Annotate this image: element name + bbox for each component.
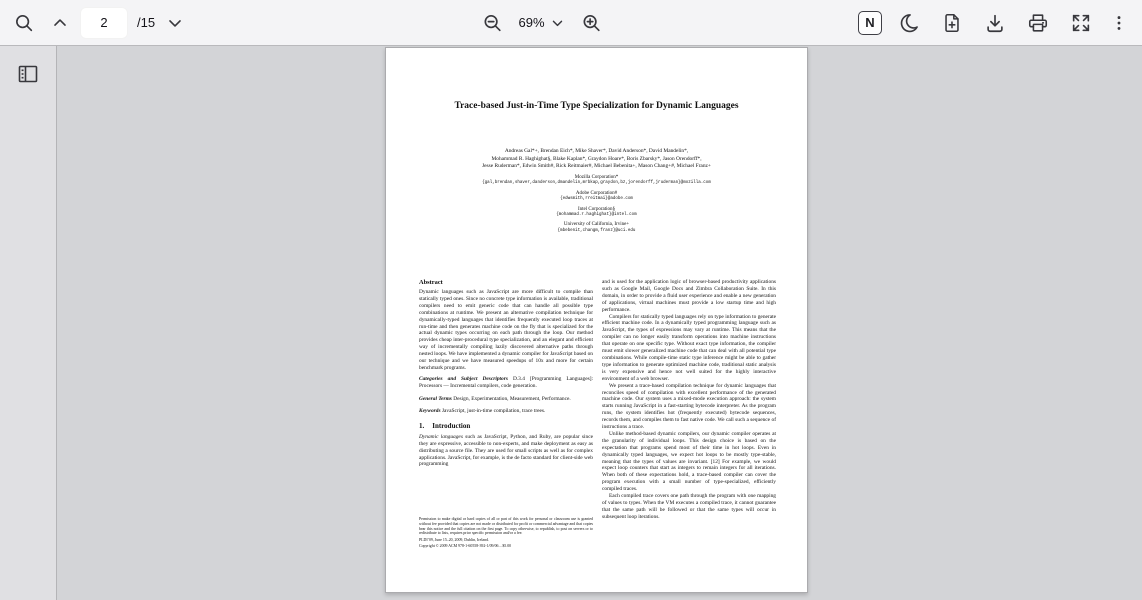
zoom-out-button[interactable] [476, 7, 508, 39]
toolbar [0, 0, 1142, 46]
keywords-label: Keywords [419, 407, 441, 414]
keywords-text: JavaScript, just-in-time compilation, trace trees. [440, 407, 546, 414]
expand-icon [1070, 12, 1092, 34]
affiliation-name: Intel Corporation§ [577, 206, 616, 212]
toolbar-zoom-group [476, 0, 607, 45]
affiliation [404, 207, 789, 219]
section-heading-introduction [419, 422, 593, 430]
search-button[interactable] [8, 7, 40, 39]
night-mode-button[interactable] [893, 7, 925, 39]
categories-label: Categories and Subject Descriptors [419, 376, 508, 383]
page-number-input[interactable] [80, 7, 128, 39]
section-number: 1. [419, 421, 425, 430]
categories-paragraph [419, 376, 593, 390]
toolbar-right-group [858, 7, 1142, 39]
page-count-label: /15 [137, 15, 156, 30]
chevron-down-icon [165, 13, 185, 33]
abstract-text: Dynamic languages such as JavaScript are more difficult to compile than statically typed ones. Since no concrete type information is available, traditional compilers need to emit generic code that can handle all possible type combinations at runtime. We present an alternative compilation technique for dynamically-typed languages that identifies frequently executed loop traces at run-time and then generates machine code on the fly that is specialized for the actual dynamic types occurring on each path through the loop. Our method provides cheap inter-procedural type specialization, and an elegant and efficient way of incrementally compiling lazily discovered alternative paths through nested loops. We have implemented a dynamic compiler for JavaScript based on our technique and we have measured speedups of 10x and more for certain benchmark programs. [419, 289, 593, 371]
chevron-up-icon [50, 13, 70, 33]
paper-authors [404, 148, 789, 171]
introduction-lead: Dynamic languages [419, 433, 463, 440]
print-button[interactable] [1022, 7, 1054, 39]
n-badge-button[interactable]: N [858, 11, 882, 35]
zoom-in-icon [581, 12, 603, 34]
sidebar-toggle-icon [16, 62, 40, 86]
search-icon [13, 12, 35, 34]
download-button[interactable] [979, 7, 1011, 39]
left-column [419, 279, 593, 549]
zoom-level-dropdown[interactable] [515, 7, 568, 39]
copyright-footnote [419, 517, 593, 549]
affiliation-email: {gal,brendan,shaver,danderson,dmandelin,mrbkap,graydon,bz,jorendorff,jruderman}@mozilla.com [482, 181, 711, 186]
zoom-in-button[interactable] [576, 7, 608, 39]
affiliation-email: {edwsmith,rreitmai}@adobe.com [560, 197, 633, 201]
paper-title: Trace-based Just-in-Time Type Specialization for Dynamic Languages [454, 101, 739, 111]
body-paragraph: Each compiled trace covers one path through the program with one mapping of values to types. When the VM executes a compiled trace, it cannot guarantee that the same path will be followed or that the same types will occur in subsequent loop iterations. [602, 493, 776, 520]
author-line: Jesse Ruderman*, Edwin Smith#, Rick Reitmaier#, Michael Bebenita+, Mason Chang+#, Michael Franz+ [482, 163, 711, 170]
general-terms-text: Design, Experimentation, Measurement, Performance. [451, 395, 571, 402]
zoom-out-icon [481, 12, 503, 34]
document-add-button[interactable] [936, 7, 968, 39]
affiliation [404, 175, 789, 187]
categories-text: D.3.4 [Programming Languages]: Processors — Incremental compilers, code generation. [419, 376, 593, 390]
affiliation-name: Adobe Corporation# [575, 190, 618, 196]
chevron-down-icon [550, 15, 566, 31]
sidebar-rail [0, 46, 57, 600]
general-terms-paragraph [419, 396, 593, 403]
abstract-heading: Abstract [419, 279, 443, 286]
sidebar-toggle-button[interactable] [12, 58, 44, 90]
section-title: Introduction [432, 421, 471, 430]
affiliation-name: University of California, Irvine+ [563, 222, 630, 228]
paper-affiliations [404, 175, 789, 238]
introduction-paragraph [419, 434, 593, 469]
print-icon [1027, 12, 1049, 34]
toolbar-left-group [0, 7, 191, 39]
affiliation-email: {mbebenit,changm,franz}@uci.edu [557, 228, 636, 233]
document-add-icon [941, 12, 963, 34]
download-icon [984, 12, 1006, 34]
affiliation-email: {mohammad.r.haghighat}@intel.com [556, 212, 637, 217]
body-paragraph: and is used for the application logic of browser-based productivity applications such as Google Mail, Google Docs and Zimbra Collaboration Suite. In this domain, in order to provide a fluid user experience and enable a new generation of applications, virtual machines must provide a low startup time and high performance. [602, 279, 776, 313]
affiliation [404, 222, 789, 234]
pdf-page [385, 47, 808, 593]
affiliation [404, 191, 789, 203]
kebab-menu-icon [1109, 13, 1129, 33]
copyright-line: Copyright © 2009 ACM 978-1-60558-392-1/09/06…$5.00 [419, 544, 512, 549]
moon-icon [898, 12, 920, 34]
next-page-button[interactable] [159, 7, 191, 39]
fullscreen-button[interactable] [1065, 7, 1097, 39]
body-paragraph: Unlike method-based dynamic compilers, our dynamic compiler operates at the granularity of individual loops. This design choice is based on the expectation that programs spend most of their time in hot loops. Even in dynamically typed languages, we expect hot loops to be mostly type-stable, meaning that the types of values are invariant. [12] For example, we would expect loop counters that start as integers to remain integers for all iterations. When both of these expectations hold, a trace-based compiler can cover the program execution with a small number of type-specialized, efficiently compiled traces. [602, 430, 776, 493]
introduction-text: such as JavaScript, Python, and Ruby, are popular since they are expressive, accessible to non-experts, and make deployment as easy as distributing a source file. They are used for small scripts as well as for complex applications. JavaScript, for example, is the de facto standard for client-side web programming [419, 433, 593, 468]
zoom-level-label: 69% [518, 15, 545, 30]
right-column [602, 279, 776, 549]
general-terms-label: General Terms [419, 395, 452, 402]
author-line: Andreas Gal*+, Brendan Eich*, Mike Shaver*, David Anderson*, David Mandelin*, [504, 148, 689, 154]
more-options-button[interactable] [1108, 7, 1130, 39]
body-paragraph: Compilers for statically typed languages rely on type information to generate efficient machine code. In a dynamically typed programming language such as JavaScript, the types of expressions may vary at runtime. This means that the compiler can no longer easily transform operations into machine instructions that operate on one specific type. Without exact type information, the compiler must emit slower generalized machine code that can deal with all potential type combinations. While compile-time static type inference might be able to gather type information to generate optimized machine code, traditional static analysis is very expensive and hence not well suited for the highly interactive environment of a web browser. [602, 313, 776, 382]
body-paragraph: We present a trace-based compilation technique for dynamic languages that reconciles speed of compilation with excellent performance of the generated machine code. Our system uses a mixed-mode execution approach: the system starts running JavaScript in a fast-starting bytecode interpreter. As the program runs, the system identifies hot (frequently executed) bytecode sequences, records them, and compiles them to fast native code. We call such a sequence of instructions a trace. [602, 382, 776, 431]
venue-line: PLDI’09, June 15–20, 2009, Dublin, Ireland. [419, 537, 490, 542]
previous-page-button[interactable] [44, 7, 76, 39]
affiliation-name: Mozilla Corporation* [574, 175, 619, 180]
two-column-body [419, 279, 776, 549]
author-line: Mohammad R. Haghighat§, Blake Kaplan*, Graydon Hoare*, Boris Zbarsky*, Jason Orendorff*, [491, 155, 702, 162]
keywords-paragraph [419, 408, 593, 415]
permission-notice: Permission to make digital or hard copies of all or part of this work for personal or classroom use is granted without fee provided that copies are not made or distributed for profit or commercial advantage and that copies bear this notice and the full citation on the first page. To copy otherwise, to republish, to post on servers or to redistribute to lists, requires prior specific permission and/or a fee. [419, 517, 593, 536]
